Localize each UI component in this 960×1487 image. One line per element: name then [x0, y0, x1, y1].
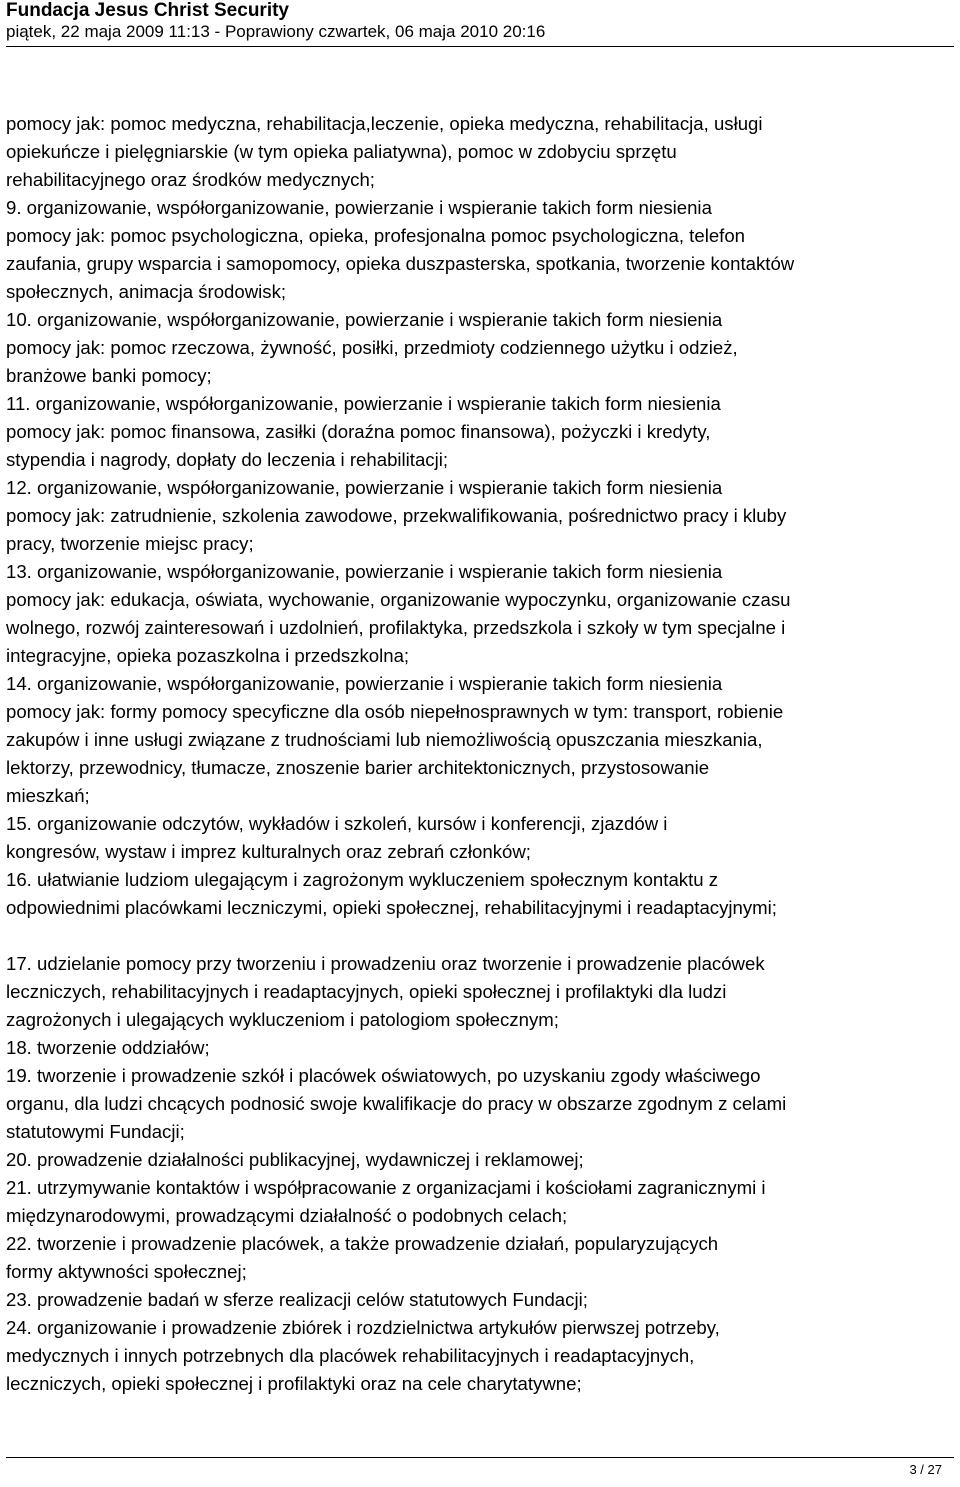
- text-line: pomocy jak: pomoc rzeczowa, żywność, posiłki, przedmioty codziennego użytku i odzież,: [6, 337, 738, 358]
- text-line: organu, dla ludzi chcących podnosić swoje kwalifikacje do pracy w obszarze zgodnym z celami: [6, 1093, 787, 1114]
- page-number: 3 / 27: [909, 1462, 942, 1477]
- text-line: 9. organizowanie, współorganizowanie, powierzanie i wspieranie takich form niesienia: [6, 197, 712, 218]
- text-line: branżowe banki pomocy;: [6, 365, 212, 386]
- text-line: pomocy jak: zatrudnienie, szkolenia zawodowe, przekwalifikowania, pośrednictwo pracy i kluby: [6, 505, 787, 526]
- text-line: 13. organizowanie, współorganizowanie, powierzanie i wspieranie takich form niesienia: [6, 561, 723, 582]
- text-line: 19. tworzenie i prowadzenie szkół i placówek oświatowych, po uzyskaniu zgody właściwego: [6, 1065, 761, 1086]
- text-line: statutowymi Fundacji;: [6, 1121, 185, 1142]
- blank-line: [6, 922, 956, 950]
- text-line: zaufania, grupy wsparcia i samopomocy, opieka duszpasterska, spotkania, tworzenie kontaktów: [6, 253, 795, 274]
- text-line: 14. organizowanie, współorganizowanie, powierzanie i wspieranie takich form niesienia: [6, 673, 723, 694]
- text-line: pomocy jak: pomoc finansowa, zasiłki (doraźna pomoc finansowa), pożyczki i kredyty,: [6, 421, 711, 442]
- text-line: 22. tworzenie i prowadzenie placówek, a także prowadzenie działań, popularyzujących: [6, 1233, 719, 1254]
- page-header: [6, 0, 954, 43]
- text-line: pomocy jak: pomoc medyczna, rehabilitacja,leczenie, opieka medyczna, rehabilitacja, usługi: [6, 113, 763, 134]
- text-line: integracyjne, opieka pozaszkolna i przedszkolna;: [6, 645, 410, 666]
- text-line: zakupów i inne usługi związane z trudnościami lub niemożliwością opuszczania mieszkania,: [6, 729, 763, 750]
- text-line: pomocy jak: edukacja, oświata, wychowanie, organizowanie wypoczynku, organizowanie czasu: [6, 589, 791, 610]
- header-divider: [6, 46, 954, 47]
- text-line: 24. organizowanie i prowadzenie zbiórek i rozdzielnictwa artykułów pierwszej potrzeby,: [6, 1317, 720, 1338]
- text-line: stypendia i nagrody, dopłaty do leczenia i rehabilitacji;: [6, 449, 449, 470]
- text-line: medycznych i innych potrzebnych dla placówek rehabilitacyjnych i readaptacyjnych,: [6, 1345, 695, 1366]
- text-line: 16. ułatwianie ludziom ulegającym i zagrożonym wykluczeniem społecznym kontaktu z: [6, 869, 719, 890]
- text-line: społecznych, animacja środowisk;: [6, 281, 287, 302]
- text-line: pomocy jak: pomoc psychologiczna, opieka, profesjonalna pomoc psychologiczna, telefon: [6, 225, 746, 246]
- text-line: lektorzy, przewodnicy, tłumacze, znoszenie barier architektonicznych, przystosowanie: [6, 757, 710, 778]
- text-line: 17. udzielanie pomocy przy tworzeniu i prowadzeniu oraz tworzenie i prowadzenie placówek: [6, 953, 765, 974]
- text-line: rehabilitacyjnego oraz środków medycznych;: [6, 169, 375, 190]
- footer-divider: [6, 1457, 954, 1458]
- text-line: zagrożonych i ulegających wykluczeniom i patologiom społecznym;: [6, 1009, 559, 1030]
- text-line: leczniczych, rehabilitacyjnych i readaptacyjnych, opieki społecznej i profilaktyki dla ludzi: [6, 981, 727, 1002]
- text-line: 15. organizowanie odczytów, wykładów i szkoleń, kursów i konferencji, zjazdów i: [6, 813, 668, 834]
- text-line: 12. organizowanie, współorganizowanie, powierzanie i wspieranie takich form niesienia: [6, 477, 723, 498]
- text-line: 20. prowadzenie działalności publikacyjnej, wydawniczej i reklamowej;: [6, 1149, 584, 1170]
- text-line: pracy, tworzenie miejsc pracy;: [6, 533, 254, 554]
- text-line: 11. organizowanie, współorganizowanie, powierzanie i wspieranie takich form niesienia: [6, 393, 721, 414]
- text-line: 18. tworzenie oddziałów;: [6, 1037, 210, 1058]
- document-body: [6, 110, 956, 1398]
- text-line: międzynarodowymi, prowadzącymi działalność o podobnych celach;: [6, 1205, 568, 1226]
- text-line: kongresów, wystaw i imprez kulturalnych oraz zebrań członków;: [6, 841, 531, 862]
- document-title: Fundacja Jesus Christ Security: [6, 0, 289, 21]
- text-line: formy aktywności społecznej;: [6, 1261, 247, 1282]
- text-line: opiekuńcze i pielęgniarskie (w tym opieka paliatywna), pomoc w zdobyciu sprzętu: [6, 141, 677, 162]
- text-line: wolnego, rozwój zainteresowań i uzdolnień, profilaktyka, przedszkola i szkoły w tym specjalne i: [6, 617, 786, 638]
- text-line: leczniczych, opieki społecznej i profilaktyki oraz na cele charytatywne;: [6, 1373, 582, 1394]
- text-line: 23. prowadzenie badań w sferze realizacji celów statutowych Fundacji;: [6, 1289, 588, 1310]
- text-line: pomocy jak: formy pomocy specyficzne dla osób niepełnosprawnych w tym: transport, robienie: [6, 701, 784, 722]
- document-meta-dates: piątek, 22 maja 2009 11:13 - Poprawiony czwartek, 06 maja 2010 20:16: [6, 22, 546, 41]
- text-line: 10. organizowanie, współorganizowanie, powierzanie i wspieranie takich form niesienia: [6, 309, 723, 330]
- text-line: odpowiednimi placówkami leczniczymi, opieki społecznej, rehabilitacyjnymi i readaptacyjnymi;: [6, 897, 777, 918]
- text-line: mieszkań;: [6, 785, 90, 806]
- text-line: 21. utrzymywanie kontaktów i współpracowanie z organizacjami i kościołami zagranicznymi i: [6, 1177, 766, 1198]
